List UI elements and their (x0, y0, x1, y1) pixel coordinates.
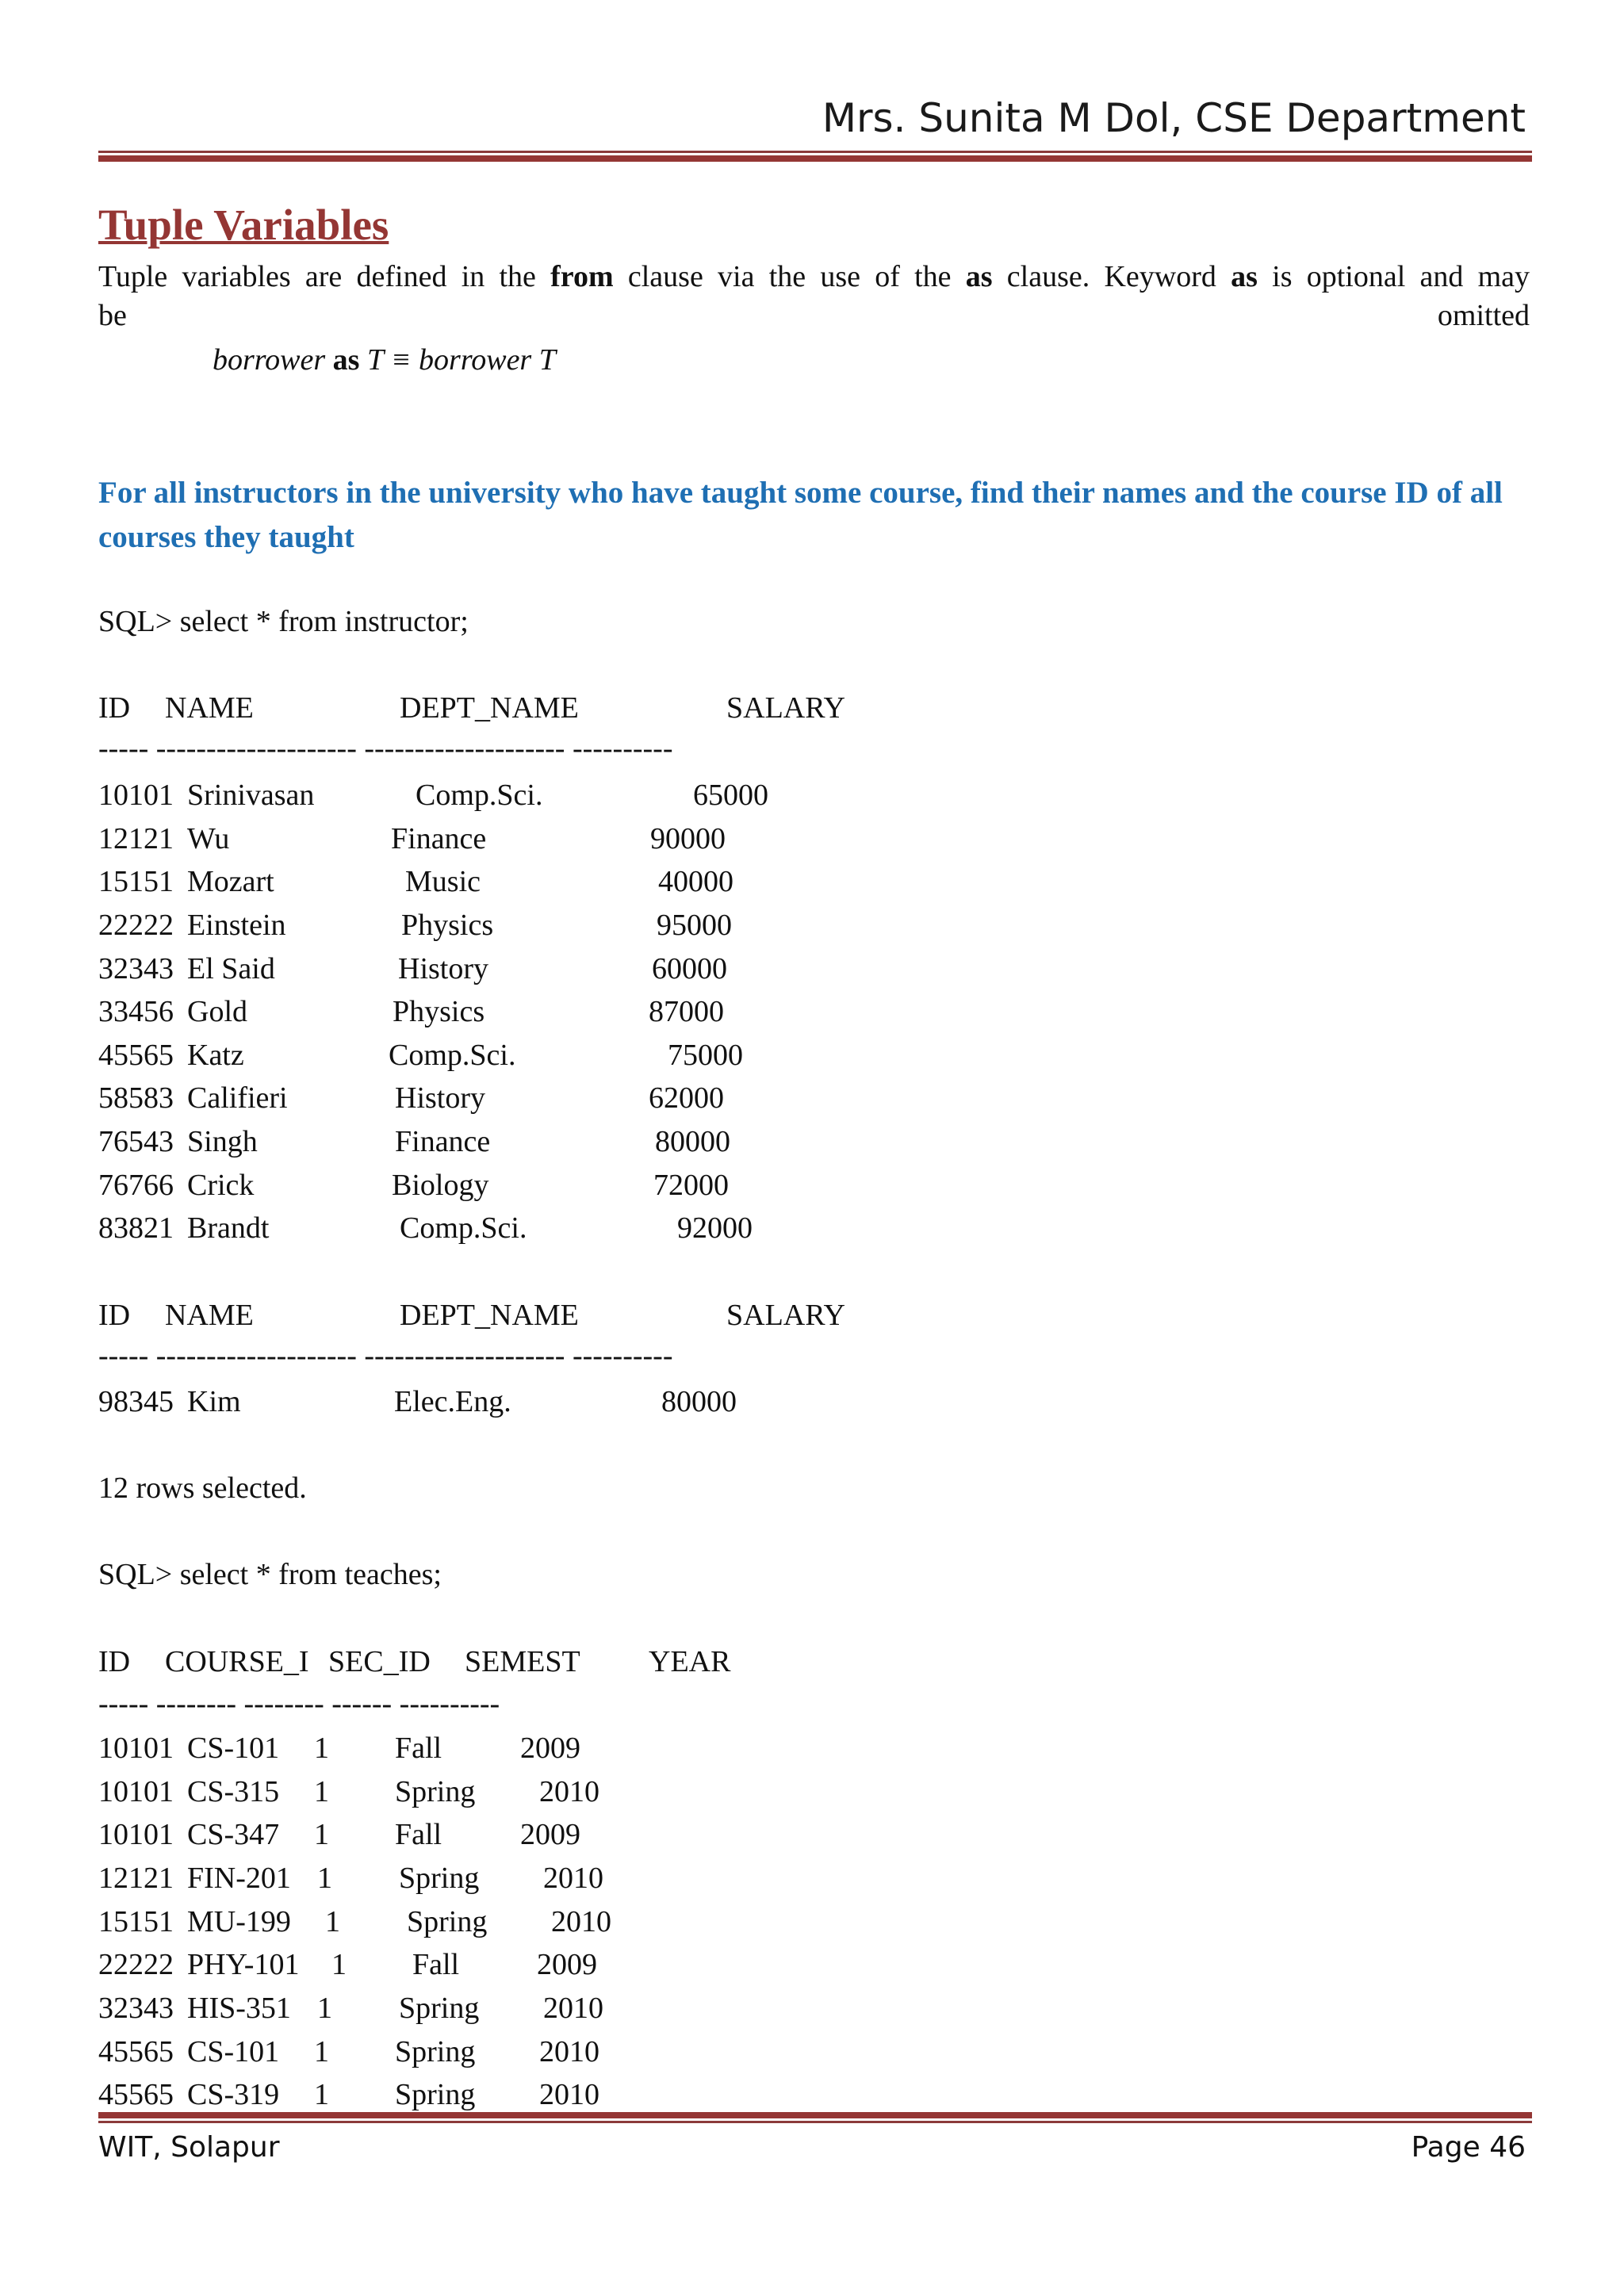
col-header-salary: SALARY (726, 691, 845, 725)
col-header-id: ID (98, 1299, 131, 1332)
col-header-name: NAME (165, 1299, 254, 1332)
page-header: Mrs. Sunita M Dol, CSE Department (822, 95, 1526, 141)
document-page: Mrs. Sunita M Dol, CSE Department Tuple Variables Tuple variables are defined in the from clause via the use of the as clause. Keyword as is optional and may be omitted borrower as T ≡ borrower T For all instructors in the university who have taught some course, find their names and the course ID of all courses they taught SQL> select * from instructor; ID NAME DEPT_NAME SALARY ----- -------------------- -------------------- ---------- 10101 Srinivasan Comp.Sci. 65000 12121 Wu Finance 90000 15151 Mozart Music 40000 22222 Einstein Physics 95000 32343 El Said History 60000 33456 Gold Physics 87000 45565 Katz Comp.Sci. 75000 58583 Califieri History 62000 76543 Singh Finance 80000 76766 Crick Biology 72000 83821 Brandt Comp.Sci. 92000 ID NAME DEPT_NAME SALARY ----- -------------------- -------------------- ---------- 98345 Kim Elec.Eng. 80000 12 rows selected. SQL> select * from teaches; ID COURSE_I SEC_ID SEMEST YEAR ----- -------- -------- ------ ---------- 10101 CS-101 1 Fall 2009 10101 CS-315 1 Spring 2010 10101 CS-347 1 Fall 2009 12121 FIN-201 1 Spring 2010 15151 MU-199 1 Spring 2010 22222 PHY-101 1 Fall 2009 32343 HIS-351 1 Spring 2010 45565 CS-101 1 Spring 2010 45565 CS-319 1 Spring 2010 WIT, Solapur Page 46 (0, 0, 1624, 2296)
col-header-salary: SALARY (726, 1299, 845, 1332)
intro-paragraph: Tuple variables are defined in the from clause via the use of the as clause. Keyword as is optional and may (98, 260, 1530, 293)
col-header-semester: SEMEST (465, 1645, 580, 1678)
page-number: Page 46 (1411, 2131, 1526, 2164)
header-rule-thin (98, 151, 1532, 153)
rows-selected-text: 12 rows selected. (98, 1471, 307, 1505)
col-header-name: NAME (165, 691, 254, 725)
table-divider: ----- -------------------- -------------------- ---------- (98, 732, 673, 765)
col-header-sec: SEC_ID (328, 1645, 431, 1678)
intro-paragraph-line2: be omitted (98, 299, 1530, 332)
col-header-course: COURSE_I (165, 1645, 309, 1678)
sql-command-teaches: SQL> select * from teaches; (98, 1558, 442, 1591)
col-header-dept: DEPT_NAME (400, 691, 579, 725)
col-header-id: ID (98, 1645, 131, 1678)
header-rule-thick (98, 155, 1532, 162)
col-header-id: ID (98, 691, 131, 725)
sql-command-instructor: SQL> select * from instructor; (98, 605, 469, 638)
query-question: For all instructors in the university who have taught some course, find their names and the course ID of all courses they taught (98, 476, 1503, 554)
footer-rule-thick (98, 2112, 1532, 2118)
section-title: Tuple Variables (98, 201, 389, 249)
col-header-dept: DEPT_NAME (400, 1299, 579, 1332)
footer-institution: WIT, Solapur (98, 2131, 280, 2164)
table-divider: ----- -------- -------- ------ ---------- (98, 1687, 500, 1720)
footer-rule-thin (98, 2121, 1532, 2123)
col-header-year: YEAR (649, 1645, 731, 1678)
table-divider: ----- -------------------- -------------------- ---------- (98, 1339, 673, 1372)
equivalence-example: borrower as T ≡ borrower T (213, 343, 556, 377)
